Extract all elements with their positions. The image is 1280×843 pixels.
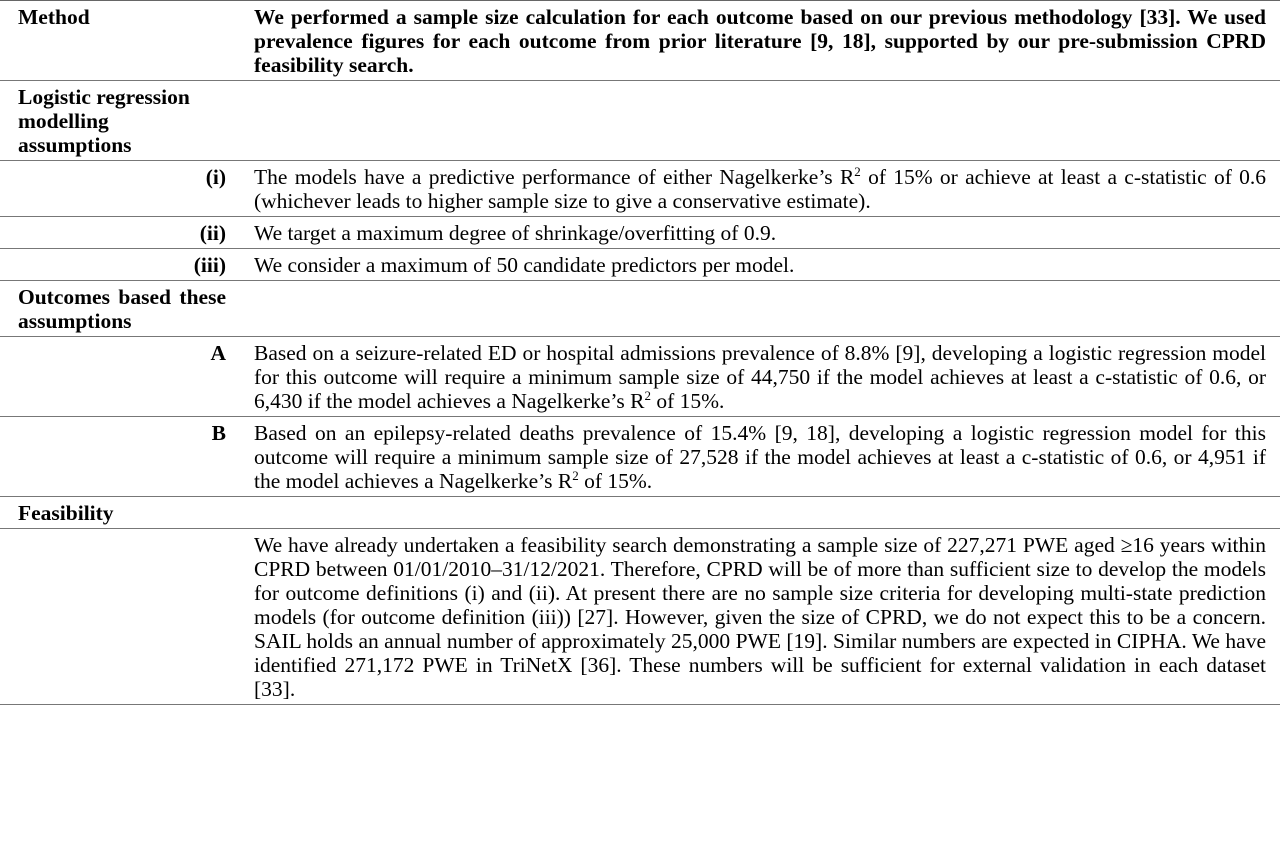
assumption-text: We consider a maximum of 50 candidate predictors per model. — [254, 253, 795, 277]
superscript: 2 — [572, 468, 579, 483]
superscript: 2 — [644, 388, 651, 403]
empty-cell — [238, 81, 1280, 160]
empty-cell — [238, 497, 1280, 528]
empty-cell — [238, 281, 1280, 336]
outcome-row — [0, 337, 1280, 417]
outcome-marker: B — [211, 421, 226, 445]
feasibility-row — [0, 529, 1280, 705]
superscript: 2 — [854, 164, 861, 179]
assumption-marker: (i) — [205, 165, 226, 189]
assumption-row — [0, 161, 1280, 217]
assumption-marker: (ii) — [199, 221, 226, 245]
assumption-text: We target a maximum degree of shrinkage/overfitting of 0.9. — [254, 221, 777, 245]
outcome-text — [238, 417, 1280, 496]
assumption-text-part: of 15% or achieve at least a c-statistic of 0.6 (whichever leads to higher sample size to give a conservative estimate). — [254, 165, 1266, 213]
assumption-text — [238, 161, 1280, 216]
outcomes-heading-row — [0, 281, 1280, 337]
feasibility-label: Feasibility — [18, 501, 114, 525]
method-row — [0, 1, 1280, 81]
outcomes-heading: Outcomes based these assumptions — [18, 285, 226, 333]
outcome-text — [238, 337, 1280, 416]
method-label: Method — [18, 5, 90, 29]
empty-cell — [0, 529, 238, 704]
outcome-text-part: Based on a seizure-related ED or hospital admissions prevalence of 8.8% [9], developing a logistic regression model for this outcome will require a minimum sample size of 44,750 if the model achieves at least a c-statistic of 0.6, or 6,430 if the model achieves a Nagelkerke’s R — [254, 341, 1266, 413]
feasibility-heading-row — [0, 497, 1280, 529]
outcome-text-part: of 15%. — [578, 469, 653, 493]
feasibility-text: We have already undertaken a feasibility search demonstrating a sample size of 227,271 PWE aged ≥16 years within CPRD between 01/01/2010–31/12/2021. Therefore, CPRD will be of more than sufficient size to develop the models for outcome definitions (i) and (ii). At present there are no sample size criteria for developing multi-state prediction models (for outcome definition (iii)) [27]. However, given the size of CPRD, we do not expect this to be a concern. SAIL holds an annual number of approximately 25,000 PWE [19]. Similar numbers are expected in CIPHA. We have identified 271,172 PWE in TriNetX [36]. These numbers will be sufficient for external validation in each dataset [33]. — [254, 533, 1266, 701]
assumptions-heading: Logistic regression modelling assumptions — [18, 85, 190, 157]
outcome-text-part: Based on an epilepsy-related deaths prevalence of 15.4% [9, 18], developing a logistic regression model for this outcome will require a minimum sample size of 27,528 if the model achieves at least a c-statistic of 0.6, or 4,951 if the model achieves a Nagelkerke’s R — [254, 421, 1266, 493]
method-text: We performed a sample size calculation for each outcome based on our previous methodology [33]. We used prevalence figures for each outcome from prior literature [9, 18], supported by our pre-submission CPRD feasibility search. — [254, 5, 1266, 77]
outcome-row — [0, 417, 1280, 497]
assumption-row — [0, 217, 1280, 249]
assumption-text-part: The models have a predictive performance of either Nagelkerke’s R — [254, 165, 855, 189]
assumption-marker: (iii) — [193, 253, 226, 277]
outcome-text-part: of 15%. — [650, 389, 725, 413]
outcome-marker: A — [210, 341, 226, 365]
assumption-row — [0, 249, 1280, 281]
assumptions-heading-row — [0, 81, 1280, 161]
